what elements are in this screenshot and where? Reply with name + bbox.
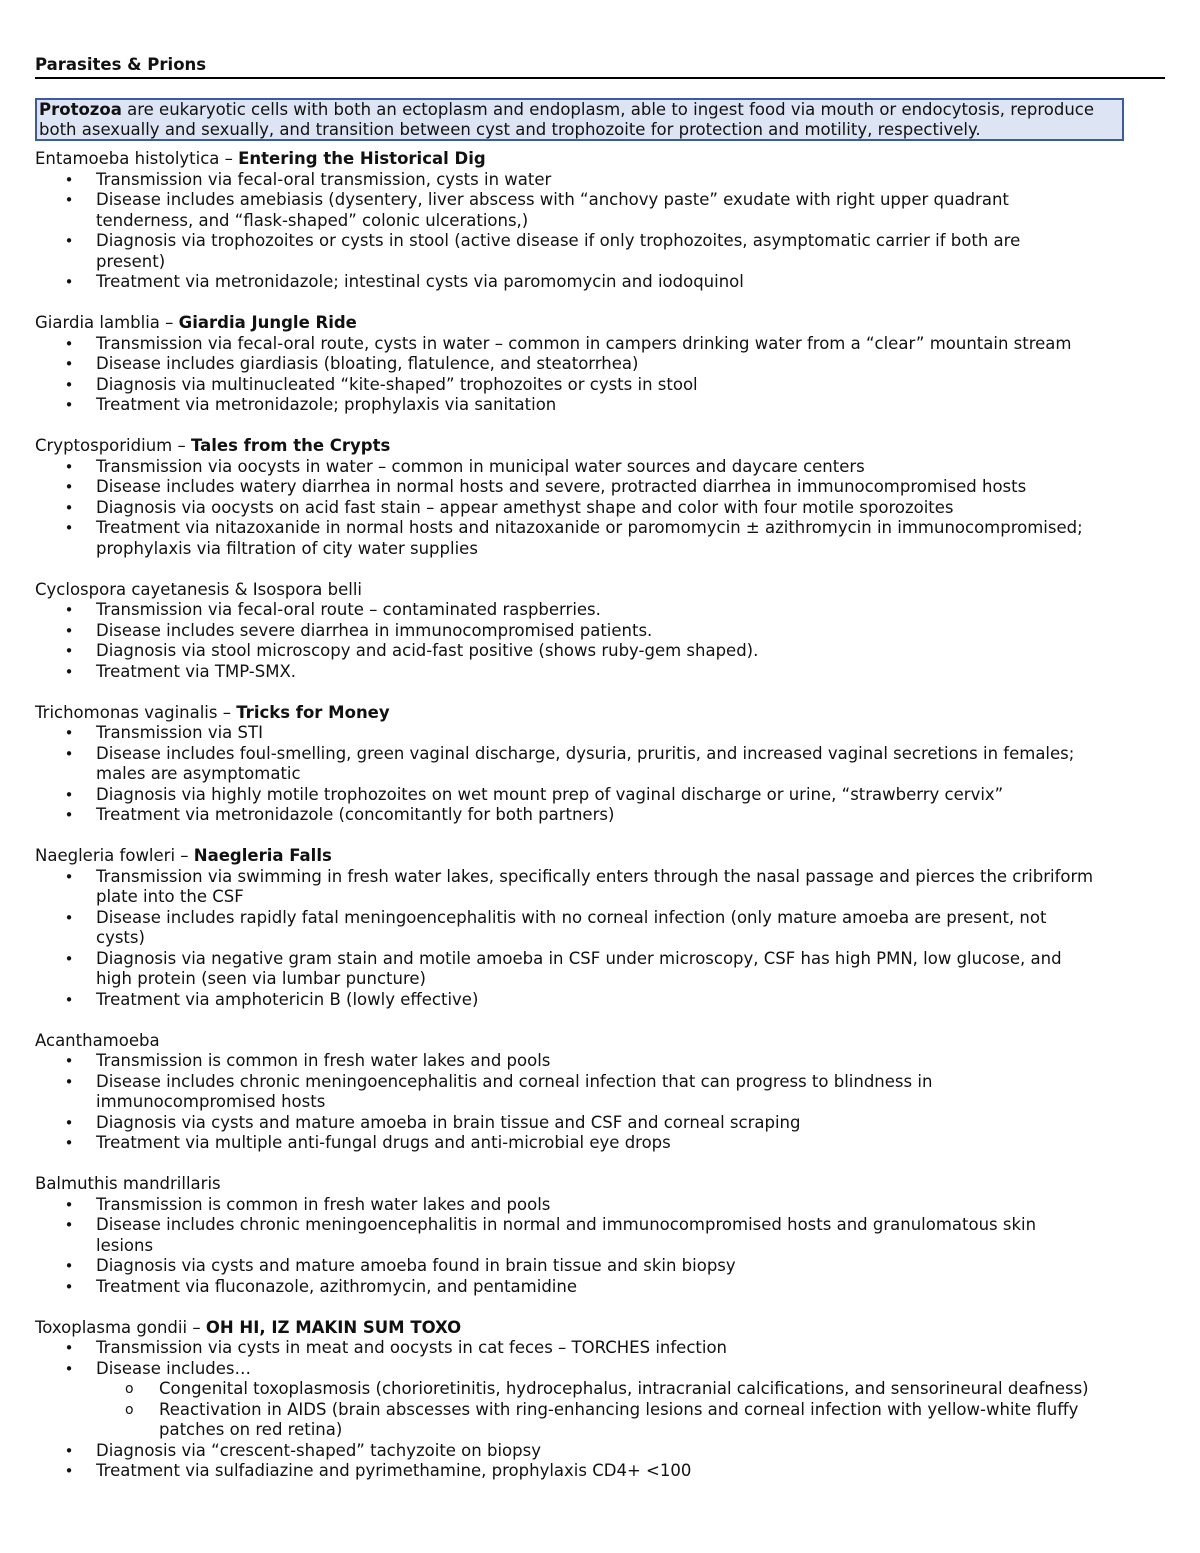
bullet-list (35, 1195, 1165, 1298)
item-text: Disease includes giardiasis (bloating, flatulence, and steatorrhea) (96, 354, 639, 373)
organism-name: Trichomonas vaginalis – (35, 702, 237, 722)
list-item (35, 272, 1165, 293)
mnemonic: Tricks for Money (236, 702, 390, 722)
bullet-list (35, 170, 1165, 293)
bullet-icon: • (64, 1052, 74, 1070)
item-text: Transmission is common in fresh water lakes and pools (96, 1194, 551, 1214)
section-heading (35, 1031, 1165, 1052)
section-heading (35, 703, 1165, 724)
organism-name: Toxoplasma gondii – (35, 1317, 206, 1337)
item-text: Transmission via oocysts in water – common in municipal water sources and daycare centers (96, 456, 865, 476)
list-item (35, 1338, 1165, 1359)
list-item (35, 477, 1165, 498)
organism-section (35, 1031, 1165, 1154)
item-text: Transmission via fecal-oral route, cysts in water – common in campers drinking water from a “clear” mountain stream (96, 333, 1072, 353)
bullet-icon: • (64, 1359, 74, 1378)
item-text: Disease includes rapidly fatal meningoencephalitis with no corneal infection (only mature amoeba are present, not (96, 907, 1047, 927)
organism-section (35, 149, 1165, 293)
organism-name: Cryptosporidium – (35, 436, 191, 455)
sub-item-text: patches on red retina) (159, 1420, 343, 1439)
page-title: Parasites & Prions (35, 54, 1165, 79)
sub-list (96, 1379, 1165, 1441)
item-text: Transmission via cysts in meat and oocysts in cat feces – TORCHES infection (96, 1338, 728, 1357)
sub-item-text: Congenital toxoplasmosis (chorioretinitis, hydrocephalus, intracranial calcifications, and sensorineural deafness) (159, 1379, 1089, 1398)
item-text: immunocompromised hosts (96, 1092, 326, 1111)
item-text: Diagnosis via “crescent-shaped” tachyzoite on biopsy (96, 1440, 541, 1460)
bullet-icon: • (64, 1195, 74, 1214)
item-text: Transmission via fecal-oral route – contaminated raspberries. (96, 600, 601, 619)
item-text: plate into the CSF (96, 887, 244, 906)
item-text: Diagnosis via negative gram stain and motile amoeba in CSF under microscopy, CSF has high PMN, low glucose, and (96, 948, 1062, 968)
item-text: Treatment via sulfadiazine and pyrimethamine, prophylaxis CD4+ <100 (96, 1461, 692, 1480)
item-text: Transmission via fecal-oral transmission, cysts in water (96, 169, 552, 189)
list-item (35, 1256, 1165, 1277)
bullet-icon: • (64, 1441, 74, 1460)
item-text: Treatment via multiple anti-fungal drugs and anti-microbial eye drops (96, 1133, 671, 1152)
list-item (35, 518, 1165, 559)
section-toxoplasma (35, 1318, 1165, 1482)
organism-name: Acanthamoeba (35, 1030, 160, 1050)
organism-section (35, 703, 1165, 826)
item-text: Treatment via fluconazole, azithromycin, and pentamidine (96, 1276, 577, 1296)
bullet-icon: • (64, 806, 74, 824)
list-item (35, 1051, 1165, 1072)
item-text: Disease includes amebiasis (dysentery, liver abscess with “anchovy paste” exudate with right upper quadrant (96, 190, 1009, 209)
list-item (35, 457, 1165, 478)
bullet-icon: • (64, 1113, 74, 1132)
item-text: tenderness, and “flask-shaped” colonic ulcerations,) (96, 210, 529, 230)
intro-term: Protozoa (39, 100, 122, 119)
bullet-icon: • (64, 191, 74, 209)
list-item (35, 600, 1165, 621)
list-item (35, 785, 1165, 806)
item-text: males are asymptomatic (96, 764, 301, 783)
item-text: Diagnosis via oocysts on acid fast stain – appear amethyst shape and color with four motile sporozoites (96, 497, 954, 517)
section-heading (35, 580, 1165, 601)
item-text: Diagnosis via multinucleated “kite-shaped” trophozoites or cysts in stool (96, 374, 698, 394)
sub-list-item (35, 1400, 1165, 1441)
list-item (35, 744, 1165, 785)
list-item (35, 375, 1165, 396)
list-item (35, 334, 1165, 355)
organism-section (35, 1174, 1165, 1297)
intro-line-1-text: are eukaryotic cells with both an ectoplasm and endoplasm, able to ingest food via mouth or endocytosis, reproduce (121, 100, 1095, 119)
item-text: present) (96, 251, 166, 271)
intro-line-2: both asexually and sexually, and transition between cyst and trophozoite for protection and motility, respectively. (39, 119, 981, 139)
sub-bullet-icon: o (125, 1381, 134, 1397)
bullet-icon: • (64, 642, 74, 660)
list-item (35, 805, 1165, 826)
bullet-icon: • (64, 334, 74, 353)
sub-item-text: Reactivation in AIDS (brain abscesses with ring-enhancing lesions and corneal infection with yellow-white fluffy (159, 1399, 1079, 1419)
section-heading (35, 1318, 1165, 1339)
bullet-icon: • (64, 396, 74, 414)
item-text: Treatment via metronidazole; prophylaxis via sanitation (96, 395, 557, 414)
item-text: Diagnosis via stool microscopy and acid-fast positive (shows ruby-gem shaped). (96, 641, 759, 660)
list-item (35, 1215, 1165, 1256)
bullet-icon: • (64, 908, 74, 927)
bullet-list (35, 334, 1165, 416)
section-heading (35, 1174, 1165, 1195)
organism-section (35, 436, 1165, 559)
bullet-icon: • (64, 867, 74, 886)
bullet-list (35, 457, 1165, 560)
bullet-icon: • (64, 744, 74, 763)
organism-name: Naegleria fowleri – (35, 846, 194, 865)
bullet-icon: • (64, 1216, 74, 1234)
list-item (35, 354, 1165, 375)
bullet-icon: • (64, 1257, 74, 1275)
list-item (35, 867, 1165, 908)
bullet-icon: • (64, 273, 74, 291)
item-text: Treatment via TMP-SMX. (96, 661, 297, 681)
item-text: Disease includes watery diarrhea in normal hosts and severe, protracted diarrhea in immunocompromised hosts (96, 477, 1027, 496)
item-text: high protein (seen via lumbar puncture) (96, 969, 426, 988)
bullet-icon: • (64, 990, 74, 1009)
document-body (35, 54, 1165, 1502)
bullet-icon: • (64, 498, 74, 517)
bullet-icon: • (64, 1339, 74, 1357)
section-heading (35, 436, 1165, 457)
bullet-icon: • (64, 1277, 74, 1296)
bullet-icon: • (64, 601, 74, 619)
item-text: Diagnosis via trophozoites or cysts in stool (active disease if only trophozoites, asymptomatic carrier if both are (96, 231, 1021, 250)
item-text: Diagnosis via cysts and mature amoeba found in brain tissue and skin biopsy (96, 1256, 736, 1275)
mnemonic: Naegleria Falls (193, 846, 332, 865)
item-text: Disease includes foul-smelling, green vaginal discharge, dysuria, pruritis, and increased vaginal secretions in females; (96, 743, 1075, 763)
list-item (35, 1461, 1165, 1482)
section-heading (35, 149, 1165, 170)
organism-section (35, 313, 1165, 416)
item-text: Treatment via metronidazole (concomitantly for both partners) (96, 805, 615, 824)
organism-section (35, 846, 1165, 1010)
bullet-icon: • (64, 1072, 74, 1091)
bullet-list (35, 600, 1165, 682)
item-text: Transmission via STI (96, 723, 263, 742)
organism-name: Balmuthis mandrillaris (35, 1174, 221, 1193)
bullet-icon: • (64, 478, 74, 496)
section-heading (35, 313, 1165, 334)
organism-sections (35, 149, 1165, 1297)
item-text: prophylaxis via filtration of city water supplies (96, 538, 478, 558)
bullet-icon: • (64, 232, 74, 250)
list-item (35, 170, 1165, 191)
mnemonic: OH HI, IZ MAKIN SUM TOXO (205, 1317, 462, 1337)
list-item (35, 1072, 1165, 1113)
list-item (35, 908, 1165, 949)
bullet-icon: • (64, 457, 74, 476)
organism-name: Giardia lamblia – (35, 313, 179, 332)
mnemonic: Entering the Historical Dig (238, 149, 486, 168)
bullet-icon: • (64, 724, 74, 742)
bullet-icon: • (64, 621, 74, 640)
bullet-list (35, 723, 1165, 826)
item-text: Transmission is common in fresh water lakes and pools (96, 1051, 551, 1070)
organism-section (35, 580, 1165, 683)
mnemonic: Giardia Jungle Ride (178, 313, 357, 332)
bullet-icon: • (64, 949, 74, 968)
list-item (35, 723, 1165, 744)
item-text: Treatment via nitazoxanide in normal hosts and nitazoxanide or paromomycin ± azithromycin in immunocompromised; (96, 518, 1083, 537)
item-text: Treatment via amphotericin B (lowly effective) (96, 989, 479, 1009)
list-item (35, 1359, 1165, 1441)
bullet-list (35, 867, 1165, 1011)
list-item (35, 990, 1165, 1011)
item-text: Disease includes severe diarrhea in immunocompromised patients. (96, 620, 653, 640)
bullet-list (35, 1338, 1165, 1482)
list-item (35, 949, 1165, 990)
item-text: Disease includes chronic meningoencephalitis and corneal infection that can progress to blindness in (96, 1071, 933, 1091)
list-item (35, 1113, 1165, 1134)
bullet-list (35, 1051, 1165, 1154)
bullet-icon: • (64, 375, 74, 394)
organism-name: Entamoeba histolytica – (35, 149, 239, 168)
bullet-icon: • (64, 355, 74, 373)
protozoa-definition-box (35, 98, 1124, 141)
list-item (35, 231, 1165, 272)
bullet-icon: • (64, 1134, 74, 1152)
list-item (35, 498, 1165, 519)
intro-line-1 (39, 100, 1120, 120)
list-item (35, 1195, 1165, 1216)
sub-list-item (35, 1379, 1165, 1400)
bullet-icon: • (64, 785, 74, 804)
list-item (35, 662, 1165, 683)
item-text: lesions (96, 1235, 154, 1255)
bullet-icon: • (64, 519, 74, 537)
bullet-icon: • (64, 1462, 74, 1480)
organism-name: Cyclospora cayetanesis & Isospora belli (35, 579, 363, 599)
list-item (35, 621, 1165, 642)
sub-bullet-icon: o (125, 1401, 134, 1418)
list-item (35, 395, 1165, 416)
bullet-icon: • (64, 170, 74, 189)
list-item (35, 1277, 1165, 1298)
item-text: Diagnosis via cysts and mature amoeba in brain tissue and CSF and corneal scraping (96, 1112, 801, 1132)
bullet-icon: • (64, 662, 74, 681)
item-text: cysts) (96, 928, 145, 947)
list-item (35, 641, 1165, 662)
list-item (35, 190, 1165, 231)
section-heading (35, 846, 1165, 867)
item-text: Diagnosis via highly motile trophozoites on wet mount prep of vaginal discharge or urine, “strawberry cervix” (96, 784, 1004, 804)
item-text: Disease includes… (96, 1358, 252, 1378)
item-text: Treatment via metronidazole; intestinal cysts via paromomycin and iodoquinol (96, 272, 744, 291)
list-item (35, 1133, 1165, 1154)
mnemonic: Tales from the Crypts (190, 436, 391, 455)
list-item (35, 1441, 1165, 1462)
item-text: Disease includes chronic meningoencephalitis in normal and immunocompromised hosts and granulomatous skin (96, 1215, 1037, 1234)
item-text: Transmission via swimming in fresh water lakes, specifically enters through the nasal passage and pierces the cribriform (96, 866, 1094, 886)
